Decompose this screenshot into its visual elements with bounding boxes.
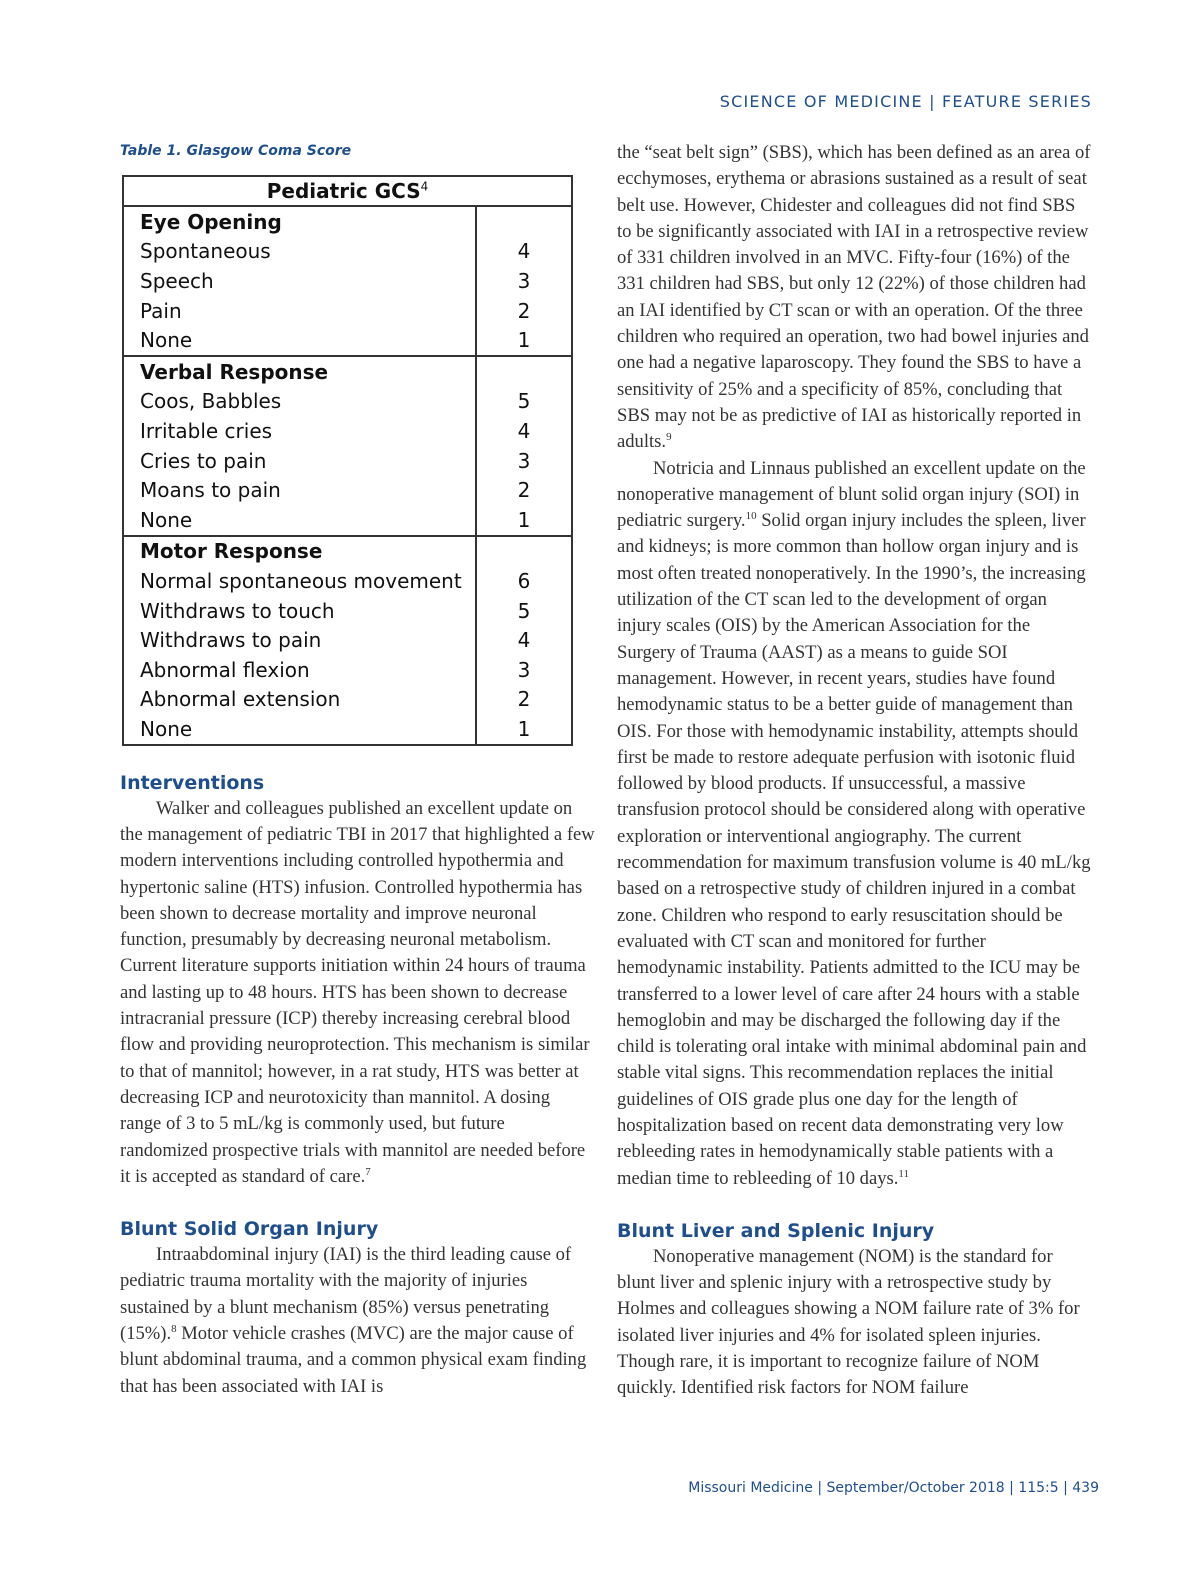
page-footer: Missouri Medicine | September/October 2018 | 115:5 | 439 xyxy=(688,1480,1099,1496)
table-row-label: None xyxy=(140,328,193,353)
table-title-text: Pediatric GCS xyxy=(266,179,421,203)
table-group-heading: Verbal Response xyxy=(123,356,476,387)
table-row-label: Withdraws to touch xyxy=(140,598,335,623)
table-group-row xyxy=(123,356,572,387)
table-row-label: Cries to pain xyxy=(140,448,267,473)
soi-text-b: Solid organ injury includes the spleen, liver and kidneys; is more common than hollow organ injury and is most often treated nonoperatively. In the 1990’s, the increasing utilization of the CT scan led to the development of organ injury scales (OIS) by the American Association for the Surgery of Trauma (AAST) as a means to guide SOI management. However, in recent years, studies have found hemodynamic status to be a better guide of management than OIS. For those with hemodynamic instability, attempts should first be made to restore adequate perfusion with isotonic fluid followed by blood products. If unsuccessful, a massive transfusion protocol should be considered along with operative exploration or interventional angiography. The current recommendation for maximum transfusion volume is 40 mL/kg based on a retrospective study of children injured in a combat zone. Children who respond to early resuscitation should be evaluated with CT scan and monitored for further hemodynamic instability. Patients admitted to the ICU may be transferred to a lower level of care after 24 hours with a stable hemoglobin and may be discharged the following day if the child is tolerating oral intake with minimal abdominal pain and stable vital signs. This recommendation replaces the initial guidelines of OIS grade plus one day for the length of hospitalization based on recent data demonstrating very low rebleeding rates in hemodynamically stable patients with a median time to rebleeding of 10 days. xyxy=(617,510,1091,1189)
table-row xyxy=(123,714,572,745)
table-row-label: Spontaneous xyxy=(140,239,271,264)
blunt-solid-text-b: Motor vehicle crashes (MVC) are the major cause of blunt abdominal trauma, and a common physical exam finding that has been associated with IAI is xyxy=(120,1323,587,1397)
seat-belt-paragraph xyxy=(617,140,1092,456)
table-row-score: 2 xyxy=(476,685,572,715)
table-row-score: 1 xyxy=(476,714,572,745)
table-row xyxy=(123,625,572,655)
table-row xyxy=(123,475,572,505)
blunt-solid-body xyxy=(120,1242,595,1400)
table-row xyxy=(123,566,572,596)
table-group-score-cell xyxy=(476,536,572,567)
table-row xyxy=(123,505,572,536)
right-column xyxy=(617,140,1092,1402)
table-row-label: Normal spontaneous movement xyxy=(140,568,462,593)
gcs-table xyxy=(122,175,573,746)
seat-belt-text: the “seat belt sign” (SBS), which has been defined as an area of ecchymoses, erythema or abrasions sustained as a result of seat belt use. However, Chidester and colleagues did not find SBS to be significantly associated with IAI in a retrospective review of 331 children involved in an MVC. Fifty-four (16%) of the 331 children had SBS, but only 12 (22%) of those children had an IAI identified by CT scan or with an operation. Of the three children who required an operation, two had bowel injuries and one had a negative laparoscopy. They found the SBS to have a sensitivity of 25% and a specificity of 85%, concluding that SBS may not be as predictive of IAI as historically reported in adults. xyxy=(617,142,1091,453)
table-row-score: 4 xyxy=(476,237,572,267)
interventions-text: Walker and colleagues published an excellent update on the management of pediatric TBI in 2017 that highlighted a few modern interventions including controlled hypothermia and hypertonic saline (HTS) infusion. Controlled hypothermia has been shown to decrease mortality and improve neuronal function, presumably by decreasing neuronal metabolism. Current literature supports initiation within 24 hours of trauma and lasting up to 48 hours. HTS has been shown to decrease intracranial pressure (ICP) thereby increasing cerebral blood flow and providing neuroprotection. This mechanism is similar to that of mannitol; however, in a rat study, HTS was better at decreasing ICP and neurotoxicity than mannitol. A dosing range of 3 to 5 mL/kg is commonly used, but future randomized prospective trials with mannitol are needed before it is accepted as standard of care. xyxy=(120,797,595,1187)
table-row-score: 3 xyxy=(476,266,572,296)
blunt-solid-text-a: Intraabdominal injury (IAI) is the third leading cause of pediatric trauma mortality with the majority of injuries sustained by a blunt mechanism (85%) versus penetrating (15%). xyxy=(120,1244,572,1345)
table-row-label: Irritable cries xyxy=(140,418,273,443)
table-row-label: Speech xyxy=(140,268,214,293)
table-row-score: 6 xyxy=(476,566,572,596)
table-row-score: 5 xyxy=(476,596,572,626)
gcs-table-body xyxy=(123,206,572,745)
table-row-score: 4 xyxy=(476,625,572,655)
soi-ref-b: 11 xyxy=(898,1167,910,1180)
blunt-solid-ref: 8 xyxy=(171,1322,177,1335)
table-row-score: 2 xyxy=(476,475,572,505)
table-row xyxy=(123,325,572,356)
soi-ref-a: 10 xyxy=(745,509,757,522)
table-row-score: 1 xyxy=(476,505,572,536)
table-row xyxy=(123,446,572,476)
table-row-label: Abnormal flexion xyxy=(140,657,310,682)
table-row-score: 5 xyxy=(476,387,572,417)
left-column xyxy=(120,140,595,1400)
running-head: SCIENCE OF MEDICINE | FEATURE SERIES xyxy=(719,92,1092,111)
table-row xyxy=(123,237,572,267)
table-row-label: Withdraws to pain xyxy=(140,628,322,653)
soi-paragraph xyxy=(617,456,1092,1192)
table-row xyxy=(123,596,572,626)
table-group-score-cell xyxy=(476,206,572,237)
liver-splenic-body: Nonoperative management (NOM) is the standard for blunt liver and splenic injury with a retrospective study by Holmes and colleagues showing a NOM failure rate of 3% for isolated liver injuries and 4% for isolated spleen injuries. Though rare, it is important to recognize failure of NOM quickly. Identified risk factors for NOM failure xyxy=(617,1245,1080,1399)
table-row-label: None xyxy=(140,716,193,741)
table-row-label: Abnormal extension xyxy=(140,687,341,712)
table-row-score: 2 xyxy=(476,296,572,326)
table-row-score: 1 xyxy=(476,325,572,356)
table-row xyxy=(123,266,572,296)
table-group-row xyxy=(123,536,572,567)
table-row-score: 3 xyxy=(476,446,572,476)
table-caption: Table 1. Glasgow Coma Score xyxy=(120,143,352,159)
table-group-row xyxy=(123,206,572,237)
table-row xyxy=(123,387,572,417)
interventions-ref: 7 xyxy=(365,1165,371,1178)
table-row xyxy=(123,655,572,685)
table-row-label: Pain xyxy=(140,298,182,323)
liver-splenic-heading: Blunt Liver and Splenic Injury xyxy=(617,1219,935,1242)
soi-text-a: Notricia and Linnaus published an excellent update on the nonoperative management of blunt solid organ injury (SOI) in pediatric surgery. xyxy=(617,457,1086,532)
table-group-heading: Eye Opening xyxy=(140,209,282,234)
table-row-label: None xyxy=(140,507,193,532)
table-row-label: Moans to pain xyxy=(140,478,281,503)
table-row xyxy=(123,296,572,326)
table-title xyxy=(123,176,572,206)
table-row xyxy=(123,685,572,715)
table-row-score: 3 xyxy=(476,655,572,685)
interventions-body xyxy=(120,796,595,1190)
interventions-heading: Interventions xyxy=(120,771,265,794)
seat-belt-ref: 9 xyxy=(666,431,672,444)
table-group-heading: Motor Response xyxy=(123,536,476,567)
table-row xyxy=(123,416,572,446)
table-row-score: 4 xyxy=(476,416,572,446)
table-row-label: Coos, Babbles xyxy=(140,389,282,414)
table-title-ref: 4 xyxy=(420,179,429,194)
blunt-solid-heading: Blunt Solid Organ Injury xyxy=(120,1218,379,1241)
table-group-score-cell xyxy=(476,356,572,387)
